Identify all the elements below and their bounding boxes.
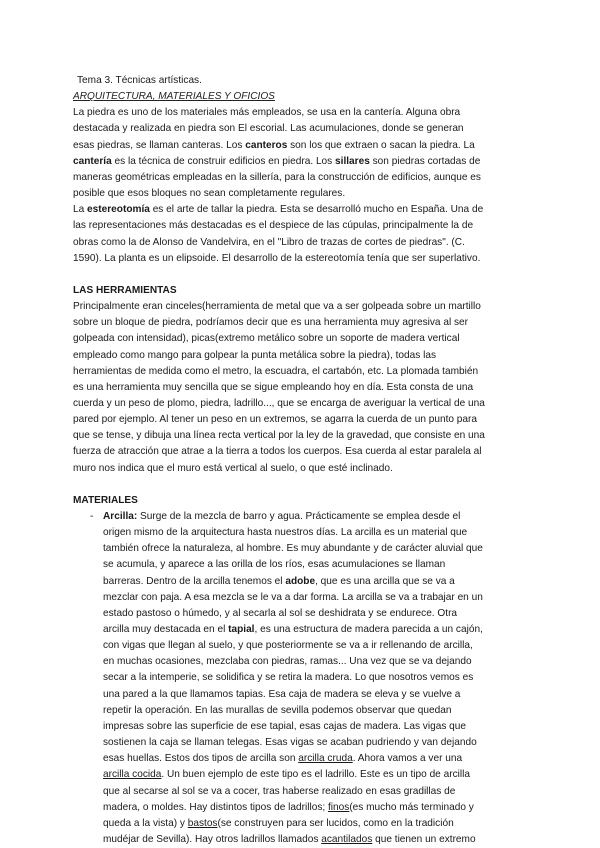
spacer: [73, 477, 528, 493]
text-line: [103, 687, 528, 703]
text-segment: 1590). La planta es un elipsoide. El desarrollo de la estereotomía tenía que ser superlativo.: [73, 252, 481, 264]
spacer: [73, 267, 528, 283]
arcilla-paragraph: [103, 509, 528, 848]
text-segment: secar a la intemperie, se solidifica y se retira la madera. Lo que nosotros vemos es: [103, 672, 474, 684]
text-line: [73, 121, 528, 137]
section-heading-herramientas: LAS HERRAMIENTAS: [73, 284, 177, 296]
text-segment: madera, o moldes. Hay distintos tipos de ladrillos;: [103, 801, 328, 813]
text-segment: que se tense, y dibuja una línea recta vertical por la ley de la gravedad, que consiste en una: [73, 430, 485, 442]
text-line: [73, 202, 528, 218]
intro-paragraph: [73, 105, 528, 267]
text-segment: en muchas ocasiones, mezclaba con piedras, ramas... Una vez que se va dejando: [103, 656, 472, 668]
text-line: [73, 331, 528, 347]
text-line: [103, 541, 528, 557]
text-segment: impresas sobre las superficie de ese tapial, esas cajas de madera. Las vigas que: [103, 720, 467, 732]
text-line: [103, 816, 528, 832]
text-segment: también ofrece la naturaleza, al hombre. Es muy abundante y de carácter aluvial que: [103, 543, 483, 555]
text-line: [103, 574, 528, 590]
bold-term: cantería: [73, 155, 112, 167]
text-line: [73, 348, 528, 364]
text-segment: se acumula, y aparece a las orilla de los ríos, esas acumulaciones se llaman: [103, 559, 446, 571]
text-segment: La: [73, 204, 88, 216]
text-segment: (se construyen para ser lucidos, como en la tradición: [217, 817, 454, 829]
text-segment: . Ahora vamos a ver una: [352, 753, 463, 765]
text-line: [73, 444, 528, 460]
text-line: [103, 751, 528, 767]
document-subtitle: ARQUITECTURA, MATERIALES Y OFICIOS: [73, 91, 275, 103]
text-line: [73, 412, 528, 428]
text-segment: golpeada con intensidad), picas(extremo metálico sobre un soporte de madera vertical: [73, 333, 460, 345]
text-line: [73, 380, 528, 396]
text-segment: muro nos indica que el muro está vertical al suelo, o que esté inclinado.: [73, 462, 393, 474]
text-line: [103, 767, 528, 783]
text-line: [73, 396, 528, 412]
underlined-term: finos: [327, 801, 350, 813]
text-segment: . Un buen ejemplo de este tipo es el ladrillo. Este es un tipo de arcilla: [161, 769, 470, 781]
text-segment: maneras geométricas empleadas en la sillería, para la construcción de edificios, aunque es: [73, 171, 481, 183]
text-segment: esas huellas. Estos dos tipos de arcilla son: [103, 753, 299, 765]
text-segment: herramientas de medida como el metro, la escuadra, el cartabón, etc. La plomada también: [73, 365, 479, 377]
text-segment: arcilla muy destacada en el: [103, 624, 229, 635]
text-line: [103, 703, 528, 719]
text-segment: que tienen un extremo: [372, 834, 476, 846]
text-segment: que al secarse al sol se va a cocer, tras haberse realizado en esas gradillas de: [103, 785, 456, 797]
underlined-term: arcilla cruda: [298, 753, 353, 765]
text-line: [103, 557, 528, 573]
text-segment: fuerza de atracción que atrae a la tierra a todos los cuerpos. Esa cuerda al estar paralela al: [73, 446, 482, 458]
text-segment: empleado como mango para golpear la punta metálica sobre la piedra), todas las: [73, 349, 437, 361]
text-segment: mudéjar de Sevilla). Hay otros ladrillos llamados: [103, 834, 322, 846]
document-title: Tema 3. Técnicas artísticas.: [77, 75, 202, 86]
underlined-term: acantilados: [321, 834, 373, 846]
text-line: [73, 218, 528, 234]
text-segment: (es mucho más terminado y: [349, 801, 474, 813]
text-segment: posible que esos bloques no sean completamente regulares.: [73, 188, 346, 200]
text-line: [103, 735, 528, 751]
text-segment: destacada y realizada en piedra son El escorial. Las acumulaciones, donde se generan: [73, 123, 464, 135]
text-line: [103, 622, 528, 638]
text-segment: pared por ejemplo. Al tener un peso en un extremos, se agarra la cuerda de un punto para: [73, 414, 478, 426]
text-line: [103, 590, 528, 606]
text-line: [103, 509, 528, 525]
text-segment: obras como la de Alonso de Vandelvira, en el "Libro de trazas de cortes de piedras". (C.: [73, 236, 465, 248]
text-segment: cuerda y un peso de plomo, piedra, ladrillo..., que se encarga de averiguar la vertical de una: [73, 397, 485, 409]
text-line: [103, 654, 528, 670]
text-segment: son piedras cortadas de: [369, 155, 481, 167]
text-segment: barreras. Dentro de la arcilla tenemos el: [103, 575, 286, 587]
text-line: [73, 461, 528, 477]
text-segment: Principalmente eran cinceles(herramienta de metal que va a ser golpeada sobre un martillo: [73, 301, 481, 313]
text-segment: repetir la operación. En las murallas de sevilla podemos observar que quedan: [103, 704, 452, 716]
bold-term: Arcilla:: [103, 510, 138, 522]
text-segment: , es una estructura de madera parecida a un cajón,: [254, 624, 483, 635]
text-line: [103, 606, 528, 622]
text-line: [103, 719, 528, 735]
bold-term: canteros: [245, 139, 288, 151]
text-line: [73, 186, 528, 202]
bullet-marker: -: [90, 510, 94, 522]
text-segment: con vigas que llegan al suelo, y que posteriormente se va a ir rellenando de arcilla,: [103, 640, 473, 652]
text-segment: queda a la vista) y: [103, 817, 188, 829]
list-item-arcilla: [90, 509, 528, 848]
text-line: [73, 251, 528, 267]
text-segment: sostienen la caja se llaman telegas. Esas vigas se acaban pudriendo y van dejando: [103, 737, 477, 749]
text-line: [73, 299, 528, 315]
text-line: [73, 105, 528, 121]
underlined-term: bastos: [187, 817, 218, 829]
text-line: [103, 800, 528, 816]
bold-term: estereotomía: [87, 204, 150, 216]
text-segment: estado pastoso o húmedo, y al secarla al sol se deshidrata y se endurece. Otra: [103, 607, 458, 619]
text-line: [73, 315, 528, 331]
text-line: [103, 525, 528, 541]
text-line: [73, 364, 528, 380]
text-segment: una pared a la que llamamos tapias. Esa caja de madera se eleva y se vuelve a: [103, 688, 461, 700]
text-segment: origen mismo de la arquitectura hasta nuestros días. La arcilla es un material que: [103, 527, 468, 539]
text-line: [103, 638, 528, 654]
text-segment: son los que extraen o sacan la piedra. La: [287, 139, 475, 151]
text-segment: es el arte de tallar la piedra. Esta se desarrolló mucho en España. Una de: [149, 204, 484, 216]
text-line: [73, 170, 528, 186]
text-line: [103, 832, 528, 848]
underlined-term: arcilla cocida: [103, 769, 162, 781]
text-segment: sobre un bloque de piedra, podríamos decir que es una herramienta muy agresiva al ser: [73, 317, 469, 329]
text-segment: las representaciones más destacadas es el despiece de las cúpulas, principalmente la de: [73, 220, 474, 232]
text-segment: esas piedras, se llaman canteras. Los: [73, 139, 246, 151]
bold-term: sillares: [335, 155, 370, 167]
text-segment: , que es una arcilla que se va a: [315, 575, 455, 587]
text-segment: La piedra es uno de los materiales más empleados, se usa en la cantería. Alguna obra: [73, 107, 461, 119]
text-segment: mezclar con paja. A esa mezcla se le va a dar forma. La arcilla se va a trabajar en un: [103, 591, 483, 603]
herramientas-paragraph: [73, 299, 528, 477]
text-line: [73, 154, 528, 170]
text-segment: es la técnica de construir edificios en piedra. Los: [111, 155, 336, 167]
text-line: [73, 428, 528, 444]
text-line: [73, 235, 528, 251]
text-line: [103, 670, 528, 686]
text-line: [73, 138, 528, 154]
section-heading-materiales: MATERIALES: [73, 494, 138, 506]
bold-term: tapial: [228, 624, 255, 635]
text-line: [103, 784, 528, 800]
document-content: [73, 73, 528, 848]
bold-term: adobe: [285, 575, 316, 587]
text-segment: Surge de la mezcla de barro y agua. Prácticamente se emplea desde el: [137, 510, 461, 522]
text-segment: es una herramienta muy sencilla que se sigue empleando hoy en día. Esta consta de una: [73, 381, 474, 393]
